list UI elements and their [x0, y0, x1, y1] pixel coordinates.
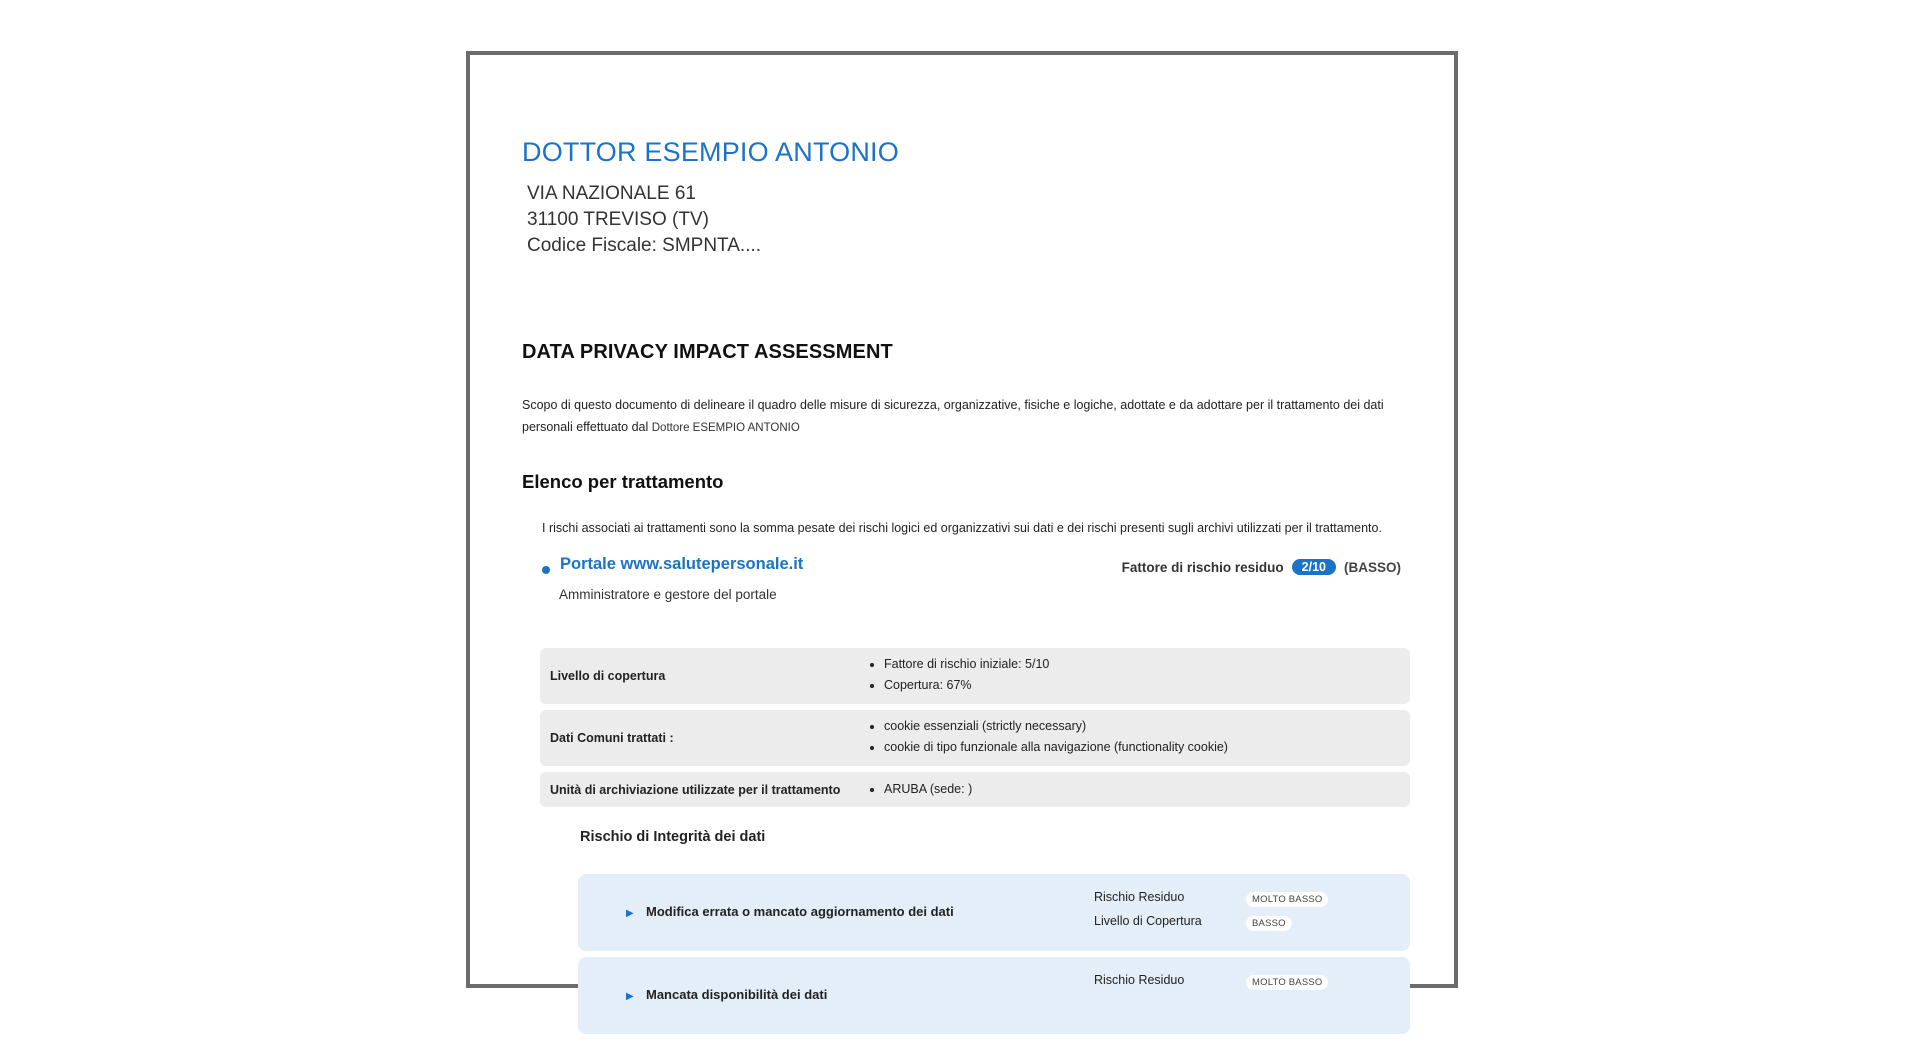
- expand-arrow-icon[interactable]: ▶: [626, 908, 634, 919]
- common-data-row: [540, 710, 1410, 766]
- treatment-subtitle: Amministratore e gestore del portale: [559, 587, 777, 602]
- row-label: Unità di archiviazione utilizzate per il trattamento: [550, 782, 841, 797]
- coverage-level-tag: BASSO: [1246, 916, 1292, 931]
- fiscal-code: Codice Fiscale: SMPNTA....: [527, 235, 762, 256]
- row-items: [870, 654, 1049, 696]
- residual-risk-factor: [1122, 559, 1401, 575]
- treatment-title[interactable]: Portale www.salutepersonale.it: [560, 555, 804, 573]
- list-item: Fattore di rischio iniziale: 5/10: [870, 654, 1049, 675]
- expand-arrow-icon[interactable]: ▶: [626, 991, 634, 1002]
- risk-value-badge: 2/10: [1292, 559, 1336, 575]
- address-line1: VIA NAZIONALE 61: [527, 183, 696, 204]
- risk-name: Modifica errata o mancato aggiornamento dei dati: [646, 904, 954, 919]
- storage-units-row: [540, 772, 1410, 807]
- doctor-name: DOTTOR ESEMPIO ANTONIO: [522, 137, 899, 167]
- address-line2: 31100 TREVISO (TV): [527, 209, 709, 230]
- risk-card[interactable]: [578, 874, 1410, 951]
- coverage-row: [540, 648, 1410, 704]
- residual-risk-label: Rischio Residuo: [1094, 890, 1185, 904]
- risk-card[interactable]: [578, 957, 1410, 1034]
- bullet-icon: [542, 566, 550, 574]
- row-items: [870, 716, 1228, 758]
- risk-level: (BASSO): [1344, 559, 1401, 575]
- list-item: cookie di tipo funzionale alla navigazione (functionality cookie): [870, 737, 1228, 758]
- residual-risk-tag: MOLTO BASSO: [1246, 975, 1328, 990]
- residual-risk-label: Rischio Residuo: [1094, 973, 1185, 987]
- coverage-level-label: Livello di Copertura: [1094, 914, 1202, 928]
- document-page: [466, 51, 1458, 1002]
- row-items: [870, 779, 972, 800]
- integrity-risk-title: Rischio di Integrità dei dati: [580, 829, 766, 845]
- list-item: cookie essenziali (strictly necessary): [870, 716, 1228, 737]
- risk-name: Mancata disponibilità dei dati: [646, 987, 828, 1002]
- intro-text: Scopo di questo documento di delineare il quadro delle misure di sicurezza, organizzative, fisiche e logiche, adottate e da adottare per il trattamento dei dati personali effettuato dal: [522, 398, 1384, 434]
- row-label: Livello di copertura: [550, 669, 666, 683]
- intro-paragraph: [522, 394, 1402, 439]
- section-description: I rischi associati ai trattamenti sono la somma pesate dei rischi logici ed organizzativi sui dati e dei rischi presenti sugli archivi utilizzati per il trattamento.: [542, 521, 1382, 535]
- section-title: Elenco per trattamento: [522, 471, 724, 492]
- list-item: Copertura: 67%: [870, 675, 1049, 696]
- row-label: Dati Comuni trattati :: [550, 731, 674, 745]
- list-item: ARUBA (sede: ): [870, 779, 972, 800]
- intro-org: Dottore ESEMPIO ANTONIO: [651, 422, 800, 434]
- risk-label: Fattore di rischio residuo: [1121, 559, 1284, 575]
- residual-risk-tag: MOLTO BASSO: [1246, 892, 1328, 907]
- document-title: DATA PRIVACY IMPACT ASSESSMENT: [522, 341, 893, 363]
